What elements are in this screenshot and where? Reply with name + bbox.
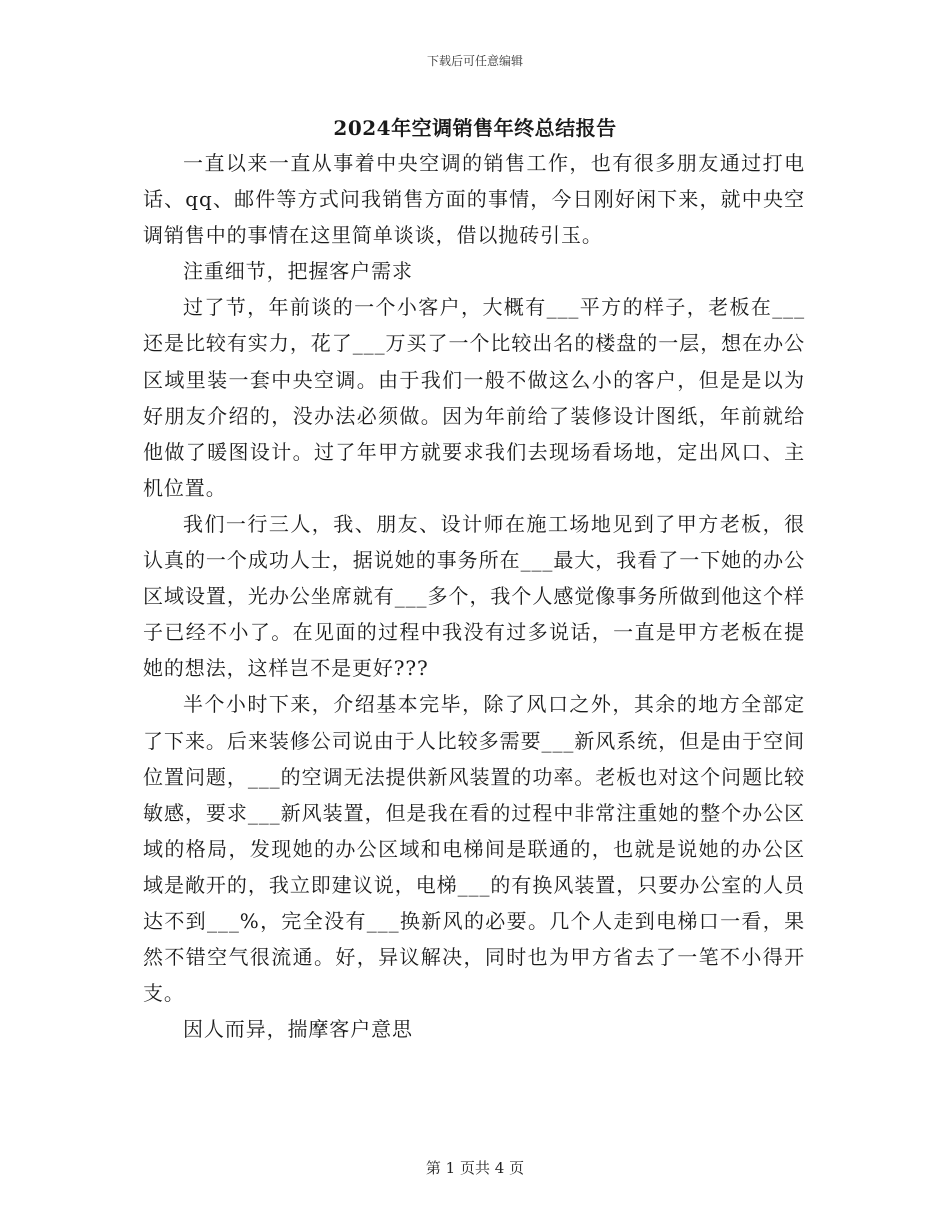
page-number-footer: 第 1 页共 4 页 (425, 1159, 525, 1177)
document-title: 2024年空调销售年终总结报告 (333, 116, 617, 140)
paragraph-intro: 一直以来一直从事着中央空调的销售工作，也有很多朋友通过打电话、qq、邮件等方式问我销售方面的事情，今日刚好闲下来，就中央空调销售中的事情在这里简单谈谈，借以抛砖引玉。 (143, 151, 805, 248)
section-heading-details: 注重细节，把握客户需求 (183, 259, 413, 284)
paragraph-fresh-air: 半个小时下来，介绍基本完毕，除了风口之外，其余的地方全部定了下来。后来装修公司说由于人比较多需要___新风系统，但是由于空间位置问题，___的空调无法提供新风装置的功率。老板也对这个问题比较敏感，要求___新风装置，但是我在看的过程中非常注重她的整个办公区域的格局，发现她的办公区域和电梯间是联通的，也就是说她的办公区域是敞开的，我立即建议说，电梯___的有换风装置，只要办公室的人员达不到___%，完全没有___换新风的必要。几个人走到电梯口一看，果然不错空气很流通。好，异议解决，同时也为甲方省去了一笔不小得开支。 (143, 692, 805, 1006)
paragraph-small-client: 过了节，年前谈的一个小客户，大概有___平方的样子，老板在___还是比较有实力，花了___万买了一个比较出名的楼盘的一层，想在办公区域里装一套中央空调。由于我们一般不做这么小的客户，但是是以为好朋友介绍的，没办法必须做。因为年前给了装修设计图纸，年前就给他做了暖图设计。过了年甲方就要求我们去现场看场地，定出风口、主机位置。 (143, 295, 805, 500)
document-body (143, 145, 805, 1047)
section-heading-customer-intent: 因人而异，揣摩客户意思 (183, 1017, 413, 1042)
header-note: 下载后可任意编辑 (426, 54, 523, 68)
paragraph-site-visit: 我们一行三人，我、朋友、设计师在施工场地见到了甲方老板，很认真的一个成功人士，据说她的事务所在___最大，我看了一下她的办公区域设置，光办公坐席就有___多个，我个人感觉像事务所做到他这个样子已经不小了。在见面的过程中我没有过多说话，一直是甲方老板在提她的想法，这样岂不是更好??? (143, 511, 805, 681)
